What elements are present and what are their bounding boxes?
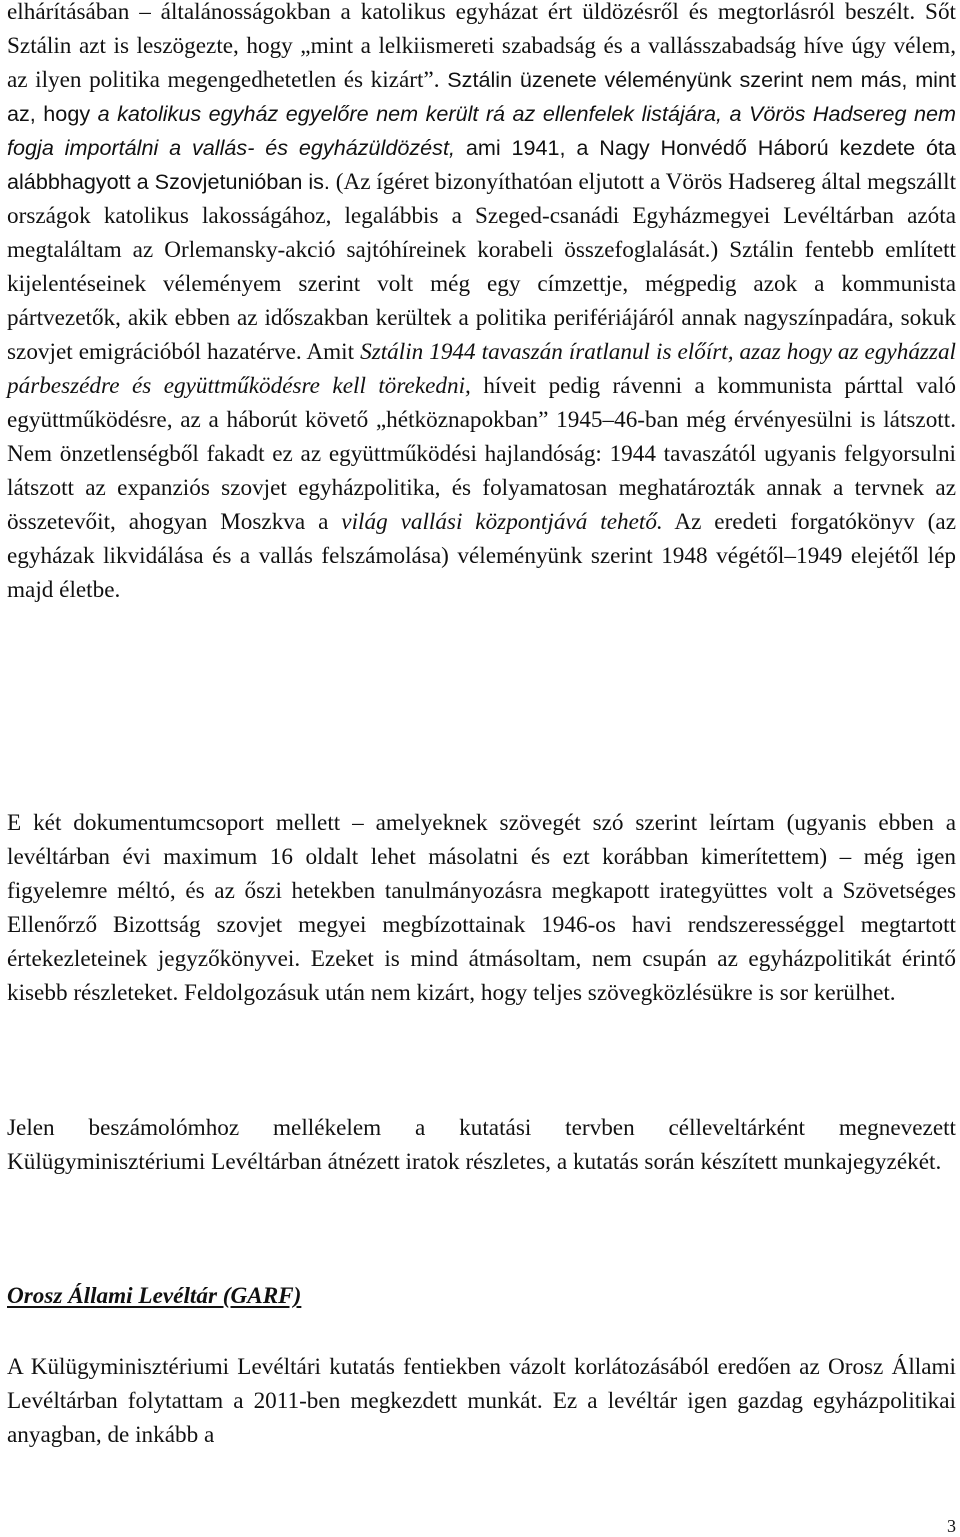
paragraph-garf-research: A Külügyminisztériumi Levéltári kutatás fentiekben vázolt korlátozásából eredően az Orosz Állami Levéltárban folytattam a 2011-ben megkezdett munkát. Ez a levéltár igen gazdag egyházpolitikai anyagban, de inkább a xyxy=(7,1354,956,1448)
italic-run: a katolikus egyház egyelőre nem került rá az ellenfelek listájára, a Vörös Hadsereg nem fogja importálni a vallás- és egyházüldözést, xyxy=(7,101,956,160)
text-run: híveit pedig rávenni a kommunista párttal való együttműködésre, az a háborút követő „hétköznapokban” 1945–46-ban még érvényesülni is látszott. Nem önzetlenségből fakadt ez az együttműködési hajlandóság: 1944 tavaszától ugyanis felgyorsulni látszott az expanziós szovjet egyházpolitika, és folyamatosan meghatározták annak a tervnek az összetevőit, ahogyan Moszkva a xyxy=(7,373,957,535)
page-number: 3 xyxy=(947,1516,956,1536)
text-run: Sztálin fentebb említett kijelentéseinek véleményem szerint volt még egy címzettje, mégpedig azok a kommunista pártvezetők, akik ebben az időszakban kerültek a politika perifériájáról annak nagyszínpadára, sokuk szovjet emigrációból hazatérve. Amit xyxy=(7,237,956,365)
text-run: ami 1941, a Nagy Honvédő Háború kezdete óta alábbhagyott a Szovjetunióban is. xyxy=(7,135,956,194)
text-run: elhárításában – általánosságokban a katolikus egyházat ért üldözésről és megtorlásról beszélt. Sőt Sztálin azt is leszögezte, hogy „mint a lelkiismereti szabadság és a vallásszabadság híve úgy vélem, az ilyen politika megengedhetetlen és kizárt”. xyxy=(7,0,956,93)
paragraph-attachment-note: Jelen beszámolómhoz mellékelem a kutatási tervben célleveltárként megnevezett Külügyminisztériumi Levéltárban átnézett iratok részletes, a kutatás során készített munkajegyzékét. xyxy=(7,1115,956,1175)
italic-run: Sztálin 1944 tavaszán íratlanul is előírt, azaz hogy az egyházzal párbeszédre és együttműködésre kell törekedni, xyxy=(7,339,956,399)
text-run: Az eredeti forgatókönyv (az egyházak likvidálása és a vallás felszámolása) véleményünk szerint 1948 végétől–1949 elejétől lép majd életbe. xyxy=(7,509,956,603)
section-heading: Orosz Állami Levéltár (GARF) xyxy=(7,1283,302,1309)
paragraph-stalin-message xyxy=(7,0,956,607)
paragraph-document-groups: E két dokumentumcsoport mellett – amelyeknek szövegét szó szerint leírtam (ugyanis ebben a levéltárban évi maximum 16 oldalt lehet másolatni és ezt korábban kimerítettem) – még igen figyelemre méltó, és az őszi hetekben tanulmányozásra megkapott irategyüttes volt a Szövetséges Ellenőrző Bizottság szovjet megyei megbízottainak 1946-os havi rendszerességgel megtartott értekezleteinek jegyzőkönyvei. Ezeket is mind átmásoltam, nem csupán az egyházpolitikát érintő kisebb részleteket. Feldolgozásuk után nem kizárt, hogy teljes szövegközlésükre is sor kerülhet. xyxy=(7,810,956,1006)
text-run: Sztálin üzenete véleményünk szerint nem más, mint az, hogy xyxy=(7,67,956,126)
italic-run: világ vallási központjává tehető. xyxy=(341,509,663,535)
text-run: (Az ígéret bizonyíthatóan eljutott a Vörös Hadsereg által megszállt országok katolikus lakosságához, legalábbis a Szeged-csanádi Egyházmegyei Levéltárban azóta megtaláltam az Orlemansky-akció sajtóhíreinek korabeli összefoglalását.) xyxy=(7,169,957,263)
